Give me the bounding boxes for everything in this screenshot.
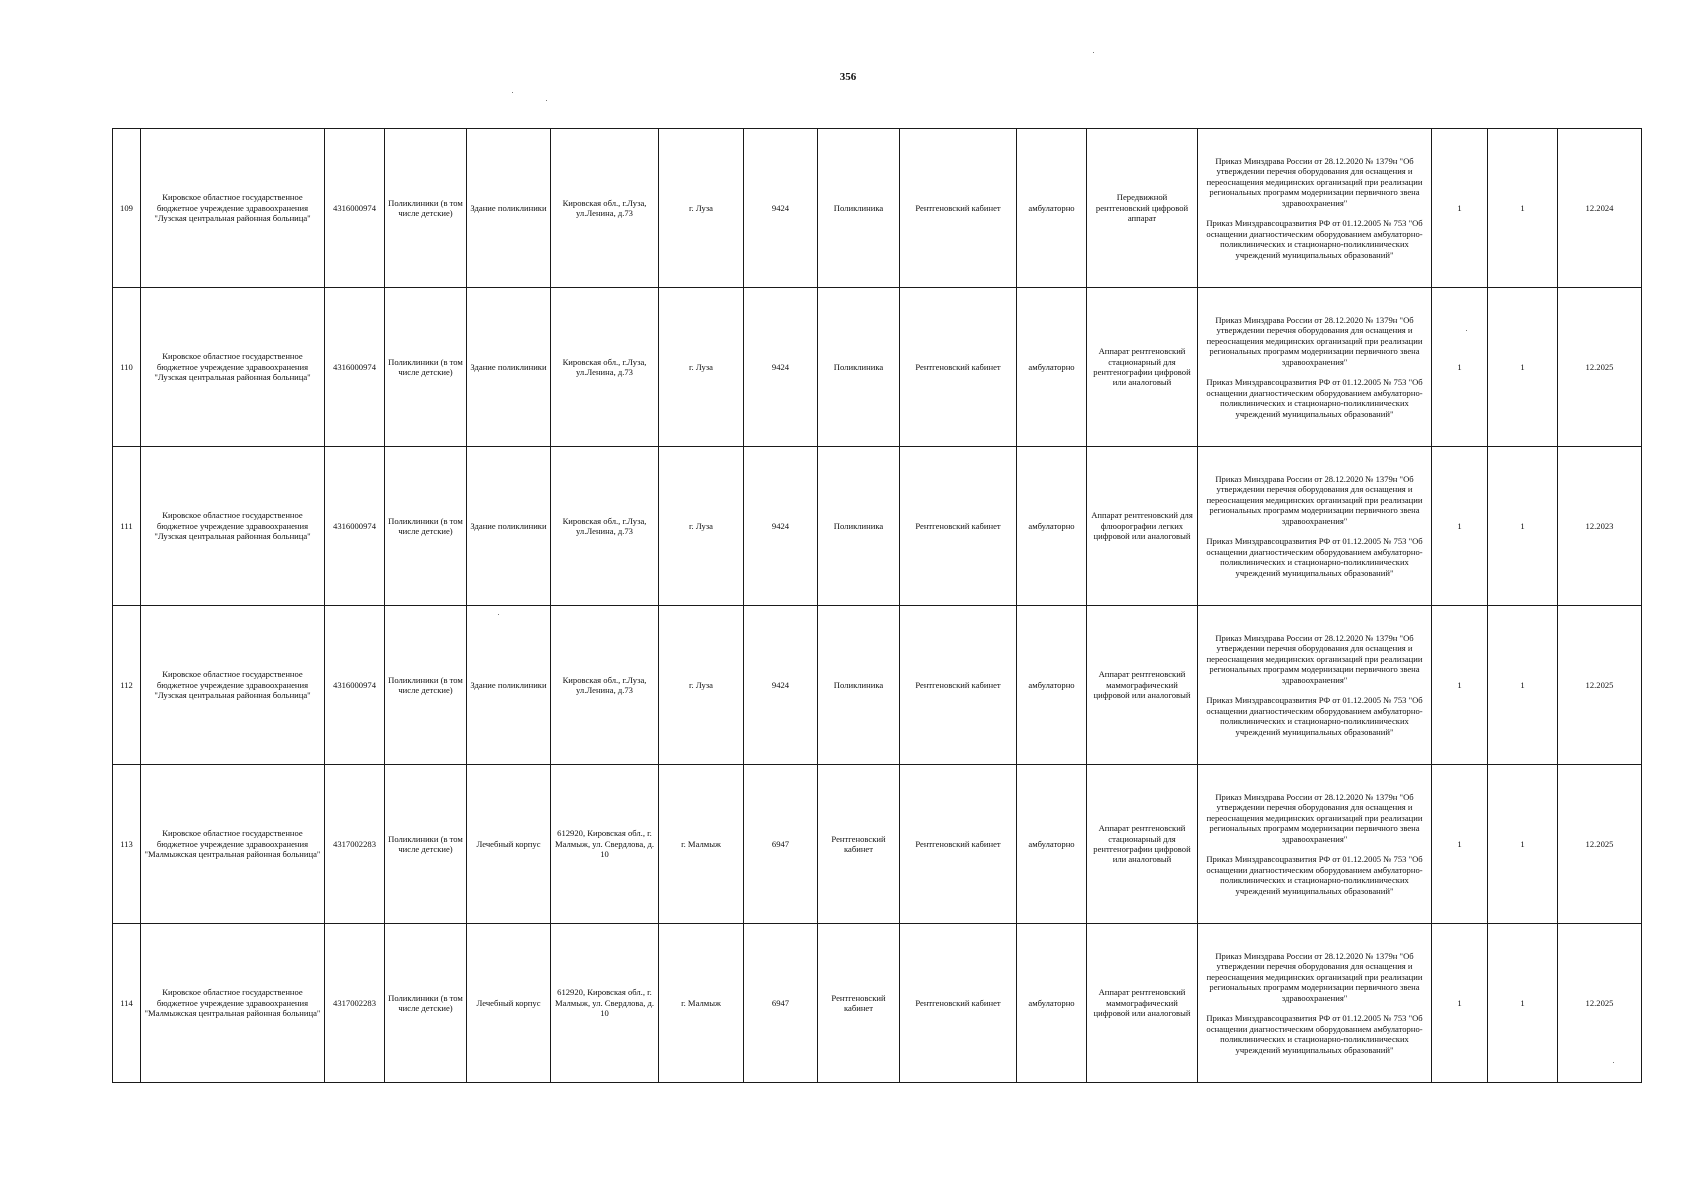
inn: 4316000974 [325, 288, 385, 447]
population: 6947 [744, 924, 818, 1083]
row-number: 113 [113, 765, 141, 924]
locality: г. Малмыж [659, 765, 744, 924]
table-row [113, 606, 1642, 765]
date: 12.2024 [1558, 129, 1642, 288]
date: 12.2023 [1558, 447, 1642, 606]
inn: 4317002283 [325, 765, 385, 924]
care-form: амбулаторно [1017, 447, 1087, 606]
quantity-b: 1 [1488, 606, 1558, 765]
building: Лечебный корпус [467, 924, 551, 1083]
row-number: 109 [113, 129, 141, 288]
row-number: 112 [113, 606, 141, 765]
room: Рентгеновский кабинет [900, 765, 1017, 924]
locality: г. Луза [659, 129, 744, 288]
legal-basis [1198, 447, 1432, 606]
row-number: 111 [113, 447, 141, 606]
address: Кировская обл., г.Луза, ул.Ленина, д.73 [551, 606, 659, 765]
organization-name: Кировское областное государственное бюджетное учреждение здравоохранения "Малмыжская центральная районная больница" [141, 765, 325, 924]
equipment: Аппарат рентгеновский стационарный для рентгенографии цифровой или аналоговый [1087, 765, 1198, 924]
equipment: Аппарат рентгеновский для флюорографии легких цифровой или аналоговый [1087, 447, 1198, 606]
population: 9424 [744, 447, 818, 606]
building: Здание поликлиники [467, 288, 551, 447]
building: Здание поликлиники [467, 129, 551, 288]
quantity-a: 1 [1432, 924, 1488, 1083]
room: Рентгеновский кабинет [900, 606, 1017, 765]
quantity-a: 1 [1432, 765, 1488, 924]
quantity-a: 1 [1432, 288, 1488, 447]
scan-speck [512, 92, 513, 93]
address: 612920, Кировская обл., г. Малмыж, ул. Свердлова, д. 10 [551, 924, 659, 1083]
scan-speck [546, 100, 547, 101]
facility-type: Поликлиники (в том числе детские) [385, 765, 467, 924]
table-row [113, 765, 1642, 924]
population: 6947 [744, 765, 818, 924]
care-form: амбулаторно [1017, 606, 1087, 765]
legal-basis [1198, 129, 1432, 288]
table-row [113, 288, 1642, 447]
building: Здание поликлиники [467, 606, 551, 765]
address: 612920, Кировская обл., г. Малмыж, ул. Свердлова, д. 10 [551, 765, 659, 924]
population: 9424 [744, 288, 818, 447]
quantity-b: 1 [1488, 288, 1558, 447]
locality: г. Луза [659, 606, 744, 765]
quantity-a: 1 [1432, 606, 1488, 765]
unit: Поликлиника [818, 606, 900, 765]
inn: 4317002283 [325, 924, 385, 1083]
population: 9424 [744, 606, 818, 765]
legal-basis-order-753: Приказ Минздравсоцразвития РФ от 01.12.2005 № 753 "Об оснащении диагностическим оборудованием амбулаторно-поликлинических и стационарно-поликлинических учреждений муниципальных образований" [1206, 695, 1423, 737]
unit: Поликлиника [818, 447, 900, 606]
room: Рентгеновский кабинет [900, 288, 1017, 447]
legal-basis-order-753: Приказ Минздравсоцразвития РФ от 01.12.2005 № 753 "Об оснащении диагностическим оборудованием амбулаторно-поликлинических и стационарно-поликлинических учреждений муниципальных образований" [1206, 377, 1423, 419]
facility-type: Поликлиники (в том числе детские) [385, 288, 467, 447]
quantity-a: 1 [1432, 129, 1488, 288]
date: 12.2025 [1558, 288, 1642, 447]
room: Рентгеновский кабинет [900, 447, 1017, 606]
quantity-b: 1 [1488, 924, 1558, 1083]
unit: Поликлиника [818, 288, 900, 447]
facility-type: Поликлиники (в том числе детские) [385, 129, 467, 288]
row-number: 110 [113, 288, 141, 447]
unit: Поликлиника [818, 129, 900, 288]
facility-type: Поликлиники (в том числе детские) [385, 447, 467, 606]
room: Рентгеновский кабинет [900, 129, 1017, 288]
quantity-b: 1 [1488, 129, 1558, 288]
care-form: амбулаторно [1017, 288, 1087, 447]
organization-name: Кировское областное государственное бюджетное учреждение здравоохранения "Малмыжская центральная районная больница" [141, 924, 325, 1083]
organization-name: Кировское областное государственное бюджетное учреждение здравоохранения "Лузская центральная районная больница" [141, 129, 325, 288]
legal-basis-order-753: Приказ Минздравсоцразвития РФ от 01.12.2005 № 753 "Об оснащении диагностическим оборудованием амбулаторно-поликлинических и стационарно-поликлинических учреждений муниципальных образований" [1206, 1013, 1423, 1055]
legal-basis-order-1379n: Приказ Минздрава России от 28.12.2020 № 1379н "Об утверждении перечня оборудования для оснащения и переоснащения медицинских организаций при реализации региональных программ модернизации первичного звена здравоохранения" [1206, 155, 1423, 208]
facility-type: Поликлиники (в том числе детские) [385, 924, 467, 1083]
date: 12.2025 [1558, 606, 1642, 765]
organization-name: Кировское областное государственное бюджетное учреждение здравоохранения "Лузская центральная районная больница" [141, 288, 325, 447]
address: Кировская обл., г.Луза, ул.Ленина, д.73 [551, 129, 659, 288]
legal-basis-order-1379n: Приказ Минздрава России от 28.12.2020 № 1379н "Об утверждении перечня оборудования для оснащения и переоснащения медицинских организаций при реализации региональных программ модернизации первичного звена здравоохранения" [1206, 632, 1423, 685]
inn: 4316000974 [325, 606, 385, 765]
locality: г. Луза [659, 447, 744, 606]
care-form: амбулаторно [1017, 924, 1087, 1083]
address: Кировская обл., г.Луза, ул.Ленина, д.73 [551, 288, 659, 447]
care-form: амбулаторно [1017, 765, 1087, 924]
page-number: 356 [839, 71, 857, 83]
table-body [113, 129, 1642, 1083]
care-form: амбулаторно [1017, 129, 1087, 288]
table-row [113, 129, 1642, 288]
quantity-b: 1 [1488, 447, 1558, 606]
legal-basis [1198, 765, 1432, 924]
unit: Рентгеновский кабинет [818, 924, 900, 1083]
legal-basis [1198, 606, 1432, 765]
equipment: Аппарат рентгеновский маммографический цифровой или аналоговый [1087, 924, 1198, 1083]
equipment: Аппарат рентгеновский стационарный для рентгенографии цифровой или аналоговый [1087, 288, 1198, 447]
inn: 4316000974 [325, 447, 385, 606]
legal-basis-order-1379n: Приказ Минздрава России от 28.12.2020 № 1379н "Об утверждении перечня оборудования для оснащения и переоснащения медицинских организаций при реализации региональных программ модернизации первичного звена здравоохранения" [1206, 950, 1423, 1003]
unit: Рентгеновский кабинет [818, 765, 900, 924]
locality: г. Малмыж [659, 924, 744, 1083]
building: Лечебный корпус [467, 765, 551, 924]
equipment: Передвижной рентгеновский цифровой аппарат [1087, 129, 1198, 288]
table-row [113, 447, 1642, 606]
locality: г. Луза [659, 288, 744, 447]
legal-basis [1198, 924, 1432, 1083]
table-row [113, 924, 1642, 1083]
legal-basis-order-1379n: Приказ Минздрава России от 28.12.2020 № 1379н "Об утверждении перечня оборудования для оснащения и переоснащения медицинских организаций при реализации региональных программ модернизации первичного звена здравоохранения" [1206, 314, 1423, 367]
quantity-b: 1 [1488, 765, 1558, 924]
legal-basis-order-753: Приказ Минздравсоцразвития РФ от 01.12.2005 № 753 "Об оснащении диагностическим оборудованием амбулаторно-поликлинических и стационарно-поликлинических учреждений муниципальных образований" [1206, 854, 1423, 896]
address: Кировская обл., г.Луза, ул.Ленина, д.73 [551, 447, 659, 606]
quantity-a: 1 [1432, 447, 1488, 606]
facility-type: Поликлиники (в том числе детские) [385, 606, 467, 765]
scan-speck [1093, 52, 1094, 53]
organization-name: Кировское областное государственное бюджетное учреждение здравоохранения "Лузская центральная районная больница" [141, 606, 325, 765]
legal-basis-order-1379n: Приказ Минздрава России от 28.12.2020 № 1379н "Об утверждении перечня оборудования для оснащения и переоснащения медицинских организаций при реализации региональных программ модернизации первичного звена здравоохранения" [1206, 791, 1423, 844]
organization-name: Кировское областное государственное бюджетное учреждение здравоохранения "Лузская центральная районная больница" [141, 447, 325, 606]
date: 12.2025 [1558, 765, 1642, 924]
equipment-table [112, 128, 1642, 1083]
row-number: 114 [113, 924, 141, 1083]
inn: 4316000974 [325, 129, 385, 288]
building: Здание поликлиники [467, 447, 551, 606]
legal-basis [1198, 288, 1432, 447]
room: Рентгеновский кабинет [900, 924, 1017, 1083]
population: 9424 [744, 129, 818, 288]
date: 12.2025 [1558, 924, 1642, 1083]
legal-basis-order-753: Приказ Минздравсоцразвития РФ от 01.12.2005 № 753 "Об оснащении диагностическим оборудованием амбулаторно-поликлинических и стационарно-поликлинических учреждений муниципальных образований" [1206, 218, 1423, 260]
legal-basis-order-1379n: Приказ Минздрава России от 28.12.2020 № 1379н "Об утверждении перечня оборудования для оснащения и переоснащения медицинских организаций при реализации региональных программ модернизации первичного звена здравоохранения" [1206, 473, 1423, 526]
legal-basis-order-753: Приказ Минздравсоцразвития РФ от 01.12.2005 № 753 "Об оснащении диагностическим оборудованием амбулаторно-поликлинических и стационарно-поликлинических учреждений муниципальных образований" [1206, 536, 1423, 578]
equipment: Аппарат рентгеновский маммографический цифровой или аналоговый [1087, 606, 1198, 765]
